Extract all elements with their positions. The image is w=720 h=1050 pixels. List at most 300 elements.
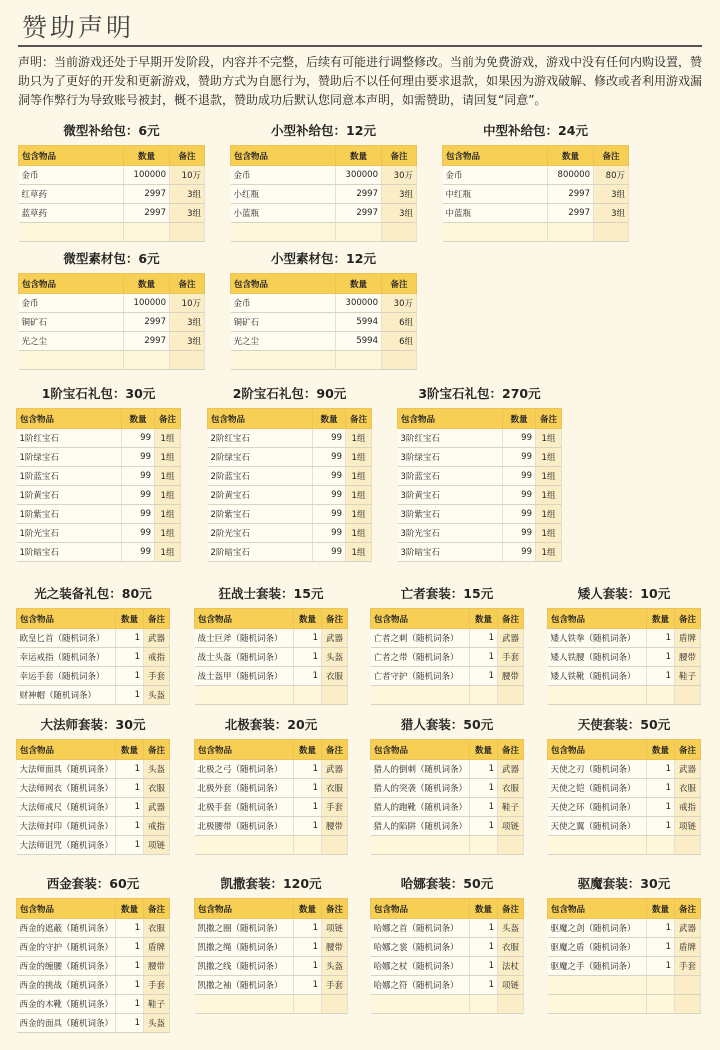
item-qty: 1	[116, 686, 144, 705]
item-name: 凯撒之圈（随机词条）	[195, 919, 294, 938]
table-row	[398, 448, 562, 467]
package-title: 西金套装：60元	[46, 876, 140, 891]
item-note: 鞋子	[144, 995, 170, 1014]
item-note: 3组	[170, 313, 205, 332]
table-row	[371, 779, 524, 798]
item-header: 包含物品	[371, 740, 470, 760]
page-title: 赞助声明	[22, 13, 135, 42]
package-title: 中型补给包：24元	[483, 123, 588, 138]
title-divider	[18, 45, 702, 47]
item-name: 2阶紫宝石	[208, 505, 313, 524]
item-name: 大法师戒尺（随机词条）	[17, 798, 116, 817]
table-row	[208, 486, 372, 505]
qty-header: 数量	[470, 740, 498, 760]
item-note: 30万	[382, 294, 417, 313]
package-card	[547, 584, 701, 705]
package-table	[16, 608, 170, 705]
package-card	[370, 874, 524, 1014]
item-note: 10万	[170, 294, 205, 313]
table-row	[371, 667, 524, 686]
table-row	[17, 467, 181, 486]
table-row	[17, 543, 181, 562]
table-header-row	[17, 609, 170, 629]
table-row	[398, 505, 562, 524]
empty-row	[195, 995, 348, 1014]
item-qty: 99	[313, 543, 346, 562]
table-header-row	[371, 740, 524, 760]
item-note: 1组	[155, 524, 181, 543]
item-name: 大法师网衣（随机词条）	[17, 779, 116, 798]
empty-row	[19, 351, 205, 370]
item-name: 财神帽（随机词条）	[17, 686, 116, 705]
item-name: 矮人铁腰（随机词条）	[548, 648, 647, 667]
item-qty: 2997	[336, 204, 382, 223]
item-qty: 1	[470, 760, 498, 779]
item-name: 光之尘	[231, 332, 336, 351]
qty-header: 数量	[503, 409, 536, 429]
item-name: 大法师封印（随机词条）	[17, 817, 116, 836]
item-note: 手套	[675, 957, 701, 976]
empty-cell	[647, 836, 675, 855]
item-qty: 1	[116, 836, 144, 855]
qty-header: 数量	[336, 274, 382, 294]
empty-cell	[498, 836, 524, 855]
item-name: 战士头盔（随机词条）	[195, 648, 294, 667]
item-name: 驱魔之剑（随机词条）	[548, 919, 647, 938]
table-row	[231, 313, 417, 332]
item-note: 腰带	[144, 957, 170, 976]
item-name: 3阶光宝石	[398, 524, 503, 543]
table-row	[398, 524, 562, 543]
item-note: 1组	[346, 505, 372, 524]
table-row	[398, 429, 562, 448]
qty-header: 数量	[470, 609, 498, 629]
package-title: 猎人套装：50元	[400, 717, 494, 732]
table-header-row	[443, 146, 629, 166]
item-qty: 99	[313, 524, 346, 543]
table-row	[17, 667, 170, 686]
empty-row	[231, 351, 417, 370]
item-name: 凯撒之袖（随机词条）	[195, 976, 294, 995]
item-qty: 1	[647, 957, 675, 976]
empty-cell	[548, 976, 647, 995]
table-row	[371, 760, 524, 779]
item-note: 衣服	[144, 779, 170, 798]
empty-cell	[322, 836, 348, 855]
item-qty: 100000	[124, 294, 170, 313]
item-note: 头盔	[498, 919, 524, 938]
empty-cell	[548, 223, 594, 242]
item-note: 头盔	[322, 957, 348, 976]
table-row	[443, 185, 629, 204]
table-row	[17, 686, 170, 705]
note-header: 备注	[322, 899, 348, 919]
item-name: 驱魔之盾（随机词条）	[548, 938, 647, 957]
note-header: 备注	[170, 274, 205, 294]
empty-cell	[170, 223, 205, 242]
item-name: 3阶黄宝石	[398, 486, 503, 505]
table-row	[548, 667, 701, 686]
item-name: 亡者守护（随机词条）	[371, 667, 470, 686]
item-qty: 1	[294, 779, 322, 798]
table-row	[231, 294, 417, 313]
item-qty: 1	[294, 760, 322, 779]
item-qty: 99	[122, 543, 155, 562]
item-qty: 99	[503, 543, 536, 562]
table-row	[443, 166, 629, 185]
item-header: 包含物品	[231, 274, 336, 294]
item-note: 手套	[144, 667, 170, 686]
item-name: 金币	[19, 294, 124, 313]
item-qty: 1	[647, 779, 675, 798]
table-row	[17, 648, 170, 667]
item-qty: 1	[294, 648, 322, 667]
item-note: 1组	[536, 467, 562, 486]
table-row	[371, 817, 524, 836]
table-row	[17, 919, 170, 938]
item-note: 衣服	[144, 919, 170, 938]
item-note: 1组	[346, 467, 372, 486]
note-header: 备注	[498, 609, 524, 629]
package-title: 北极套装：20元	[224, 717, 318, 732]
item-name: 金币	[19, 166, 124, 185]
empty-cell	[371, 686, 470, 705]
item-qty: 99	[313, 486, 346, 505]
item-name: 西金的缠腰（随机词条）	[17, 957, 116, 976]
item-name: 小蓝瓶	[231, 204, 336, 223]
package-table	[16, 898, 170, 1033]
table-row	[17, 779, 170, 798]
table-row	[17, 976, 170, 995]
item-name: 1阶黄宝石	[17, 486, 122, 505]
item-qty: 1	[116, 798, 144, 817]
item-name: 西金的遮蔽（随机词条）	[17, 919, 116, 938]
empty-cell	[124, 223, 170, 242]
qty-header: 数量	[116, 740, 144, 760]
item-qty: 1	[470, 779, 498, 798]
item-note: 3组	[170, 185, 205, 204]
table-row	[17, 429, 181, 448]
item-note: 3组	[594, 204, 629, 223]
qty-header: 数量	[124, 146, 170, 166]
item-header: 包含物品	[371, 609, 470, 629]
package-card	[16, 584, 170, 705]
empty-cell	[195, 836, 294, 855]
item-note: 1组	[536, 448, 562, 467]
item-name: 猎人的跑靴（随机词条）	[371, 798, 470, 817]
package-title: 哈娜套装：50元	[400, 876, 494, 891]
empty-cell	[336, 351, 382, 370]
item-note: 武器	[322, 760, 348, 779]
item-qty: 1	[116, 957, 144, 976]
item-note: 1组	[155, 467, 181, 486]
item-qty: 1	[470, 629, 498, 648]
item-note: 法杖	[498, 957, 524, 976]
package-title: 大法师套装：30元	[40, 717, 146, 732]
item-note: 武器	[498, 629, 524, 648]
item-name: 中红瓶	[443, 185, 548, 204]
package-table	[194, 898, 348, 1014]
item-header: 包含物品	[231, 146, 336, 166]
item-qty: 1	[470, 919, 498, 938]
table-row	[548, 629, 701, 648]
qty-header: 数量	[313, 409, 346, 429]
table-row	[548, 919, 701, 938]
table-row	[19, 204, 205, 223]
empty-cell	[124, 351, 170, 370]
item-qty: 99	[503, 429, 536, 448]
empty-cell	[498, 995, 524, 1014]
item-qty: 1	[294, 938, 322, 957]
empty-cell	[19, 223, 124, 242]
item-note: 3组	[382, 185, 417, 204]
item-name: 2阶光宝石	[208, 524, 313, 543]
item-note: 衣服	[322, 779, 348, 798]
item-qty: 1	[294, 667, 322, 686]
item-qty: 2997	[548, 185, 594, 204]
item-name: 西金的面具（随机词条）	[17, 1014, 116, 1033]
empty-cell	[231, 351, 336, 370]
item-qty: 99	[503, 486, 536, 505]
item-note: 项链	[322, 919, 348, 938]
item-note: 1组	[346, 543, 372, 562]
table-row	[195, 957, 348, 976]
empty-row	[443, 223, 629, 242]
table-row	[371, 629, 524, 648]
item-name: 幸运手套（随机词条）	[17, 667, 116, 686]
table-row	[548, 648, 701, 667]
empty-row	[371, 836, 524, 855]
note-header: 备注	[144, 609, 170, 629]
item-note: 武器	[144, 629, 170, 648]
empty-cell	[371, 995, 470, 1014]
item-note: 腰带	[498, 667, 524, 686]
table-header-row	[19, 274, 205, 294]
table-header-row	[231, 274, 417, 294]
table-row	[19, 294, 205, 313]
item-qty: 1	[470, 817, 498, 836]
item-note: 30万	[382, 166, 417, 185]
package-table	[547, 898, 701, 1014]
note-header: 备注	[144, 740, 170, 760]
empty-row	[195, 836, 348, 855]
table-row	[548, 957, 701, 976]
package-card	[16, 874, 170, 1033]
item-qty: 99	[122, 524, 155, 543]
item-qty: 99	[503, 448, 536, 467]
package-table	[230, 145, 417, 242]
empty-cell	[675, 995, 701, 1014]
table-header-row	[195, 740, 348, 760]
table-row	[371, 648, 524, 667]
item-note: 6组	[382, 332, 417, 351]
table-row	[195, 648, 348, 667]
note-header: 备注	[322, 609, 348, 629]
package-table	[18, 273, 205, 370]
item-name: 1阶绿宝石	[17, 448, 122, 467]
note-header: 备注	[382, 274, 417, 294]
empty-cell	[443, 223, 548, 242]
note-header: 备注	[346, 409, 372, 429]
item-qty: 1	[647, 760, 675, 779]
item-note: 3组	[382, 204, 417, 223]
item-name: 北极之弓（随机词条）	[195, 760, 294, 779]
table-row	[398, 467, 562, 486]
item-qty: 1	[647, 648, 675, 667]
package-title: 微型补给包：6元	[63, 123, 160, 138]
package-card	[442, 121, 629, 242]
item-qty: 99	[122, 467, 155, 486]
note-header: 备注	[498, 740, 524, 760]
item-qty: 100000	[124, 166, 170, 185]
item-name: 3阶绿宝石	[398, 448, 503, 467]
table-row	[548, 760, 701, 779]
table-row	[398, 543, 562, 562]
item-name: 天使之铠（随机词条）	[548, 779, 647, 798]
item-qty: 1	[647, 938, 675, 957]
table-row	[231, 166, 417, 185]
item-name: 大法师面具（随机词条）	[17, 760, 116, 779]
item-name: 欧皇匕首（随机词条）	[17, 629, 116, 648]
item-header: 包含物品	[17, 609, 116, 629]
qty-header: 数量	[647, 740, 675, 760]
note-header: 备注	[155, 409, 181, 429]
package-title: 1阶宝石礼包：30元	[41, 386, 156, 401]
item-note: 1组	[155, 505, 181, 524]
item-note: 1组	[155, 448, 181, 467]
package-card	[397, 384, 562, 562]
item-name: 大法师诅咒（随机词条）	[17, 836, 116, 855]
item-qty: 99	[313, 448, 346, 467]
item-note: 手套	[144, 976, 170, 995]
item-header: 包含物品	[195, 899, 294, 919]
item-name: 2阶暗宝石	[208, 543, 313, 562]
item-qty: 1	[294, 817, 322, 836]
item-qty: 99	[122, 486, 155, 505]
item-note: 武器	[675, 919, 701, 938]
item-name: 战士巨斧（随机词条）	[195, 629, 294, 648]
table-row	[19, 166, 205, 185]
table-row	[398, 486, 562, 505]
item-qty: 1	[116, 779, 144, 798]
item-qty: 1	[470, 667, 498, 686]
table-header-row	[17, 899, 170, 919]
package-title: 光之装备礼包：80元	[34, 586, 152, 601]
item-header: 包含物品	[208, 409, 313, 429]
table-row	[195, 798, 348, 817]
table-header-row	[195, 899, 348, 919]
table-row	[231, 204, 417, 223]
package-card	[194, 715, 348, 855]
item-note: 戒指	[144, 817, 170, 836]
empty-row	[548, 976, 701, 995]
item-note: 手套	[498, 648, 524, 667]
qty-header: 数量	[294, 609, 322, 629]
note-header: 备注	[322, 740, 348, 760]
empty-cell	[231, 223, 336, 242]
item-note: 鞋子	[498, 798, 524, 817]
package-table	[370, 608, 524, 705]
item-name: 3阶紫宝石	[398, 505, 503, 524]
package-title: 微型素材包：6元	[63, 251, 160, 266]
package-table	[16, 739, 170, 855]
table-header-row	[19, 146, 205, 166]
empty-row	[195, 686, 348, 705]
package-table	[194, 608, 348, 705]
item-note: 1组	[536, 524, 562, 543]
item-note: 1组	[346, 486, 372, 505]
qty-header: 数量	[647, 899, 675, 919]
package-table	[194, 739, 348, 855]
item-note: 戒指	[144, 648, 170, 667]
empty-row	[231, 223, 417, 242]
note-header: 备注	[144, 899, 170, 919]
item-name: 哈娜之首（随机词条）	[371, 919, 470, 938]
item-note: 手套	[322, 976, 348, 995]
table-header-row	[195, 609, 348, 629]
item-name: 猎人的陷阱（随机词条）	[371, 817, 470, 836]
item-name: 1阶紫宝石	[17, 505, 122, 524]
table-row	[231, 185, 417, 204]
item-qty: 1	[647, 919, 675, 938]
table-row	[17, 817, 170, 836]
item-name: 矮人铁靴（随机词条）	[548, 667, 647, 686]
item-name: 2阶黄宝石	[208, 486, 313, 505]
item-name: 凯撒之线（随机词条）	[195, 957, 294, 976]
item-qty: 99	[122, 448, 155, 467]
package-card	[547, 715, 701, 855]
package-table	[18, 145, 205, 242]
item-name: 亡者之带（随机词条）	[371, 648, 470, 667]
item-note: 头盔	[144, 686, 170, 705]
table-header-row	[208, 409, 372, 429]
table-row	[17, 486, 181, 505]
item-name: 3阶红宝石	[398, 429, 503, 448]
empty-cell	[336, 223, 382, 242]
item-header: 包含物品	[19, 146, 124, 166]
item-qty: 300000	[336, 294, 382, 313]
table-row	[208, 467, 372, 486]
item-note: 武器	[322, 629, 348, 648]
package-card	[230, 121, 417, 242]
item-qty: 1	[470, 798, 498, 817]
item-note: 头盔	[322, 648, 348, 667]
item-name: 西金的木靴（随机词条）	[17, 995, 116, 1014]
qty-header: 数量	[122, 409, 155, 429]
empty-cell	[675, 976, 701, 995]
table-row	[548, 817, 701, 836]
item-qty: 99	[122, 505, 155, 524]
item-qty: 1	[294, 919, 322, 938]
item-qty: 1	[116, 919, 144, 938]
item-note: 项链	[144, 836, 170, 855]
package-card	[18, 249, 205, 370]
item-name: 天使之翼（随机词条）	[548, 817, 647, 836]
item-name: 驱魔之手（随机词条）	[548, 957, 647, 976]
table-row	[195, 667, 348, 686]
table-header-row	[17, 740, 170, 760]
item-qty: 1	[116, 667, 144, 686]
item-note: 3组	[170, 332, 205, 351]
empty-row	[19, 223, 205, 242]
item-name: 铜矿石	[19, 313, 124, 332]
sponsor-declaration: 声明：当前游戏还处于早期开发阶段，内容并不完整，后续有可能进行调整修改。当前为免费游戏，游戏中没有任何内购设置，赞助只为了更好的开发和更新游戏，赞助方式为自愿行为，赞助后不以任何理由要求退款，如果因为游戏破解、修改或者利用游戏漏洞等作弊行为导致账号被封，概不退款，赞助成功后默认您同意本声明，如需赞助，请回复“同意”。	[18, 55, 703, 107]
empty-cell	[294, 686, 322, 705]
table-row	[17, 938, 170, 957]
note-header: 备注	[594, 146, 629, 166]
item-note: 盾牌	[675, 938, 701, 957]
item-note: 腰带	[322, 938, 348, 957]
